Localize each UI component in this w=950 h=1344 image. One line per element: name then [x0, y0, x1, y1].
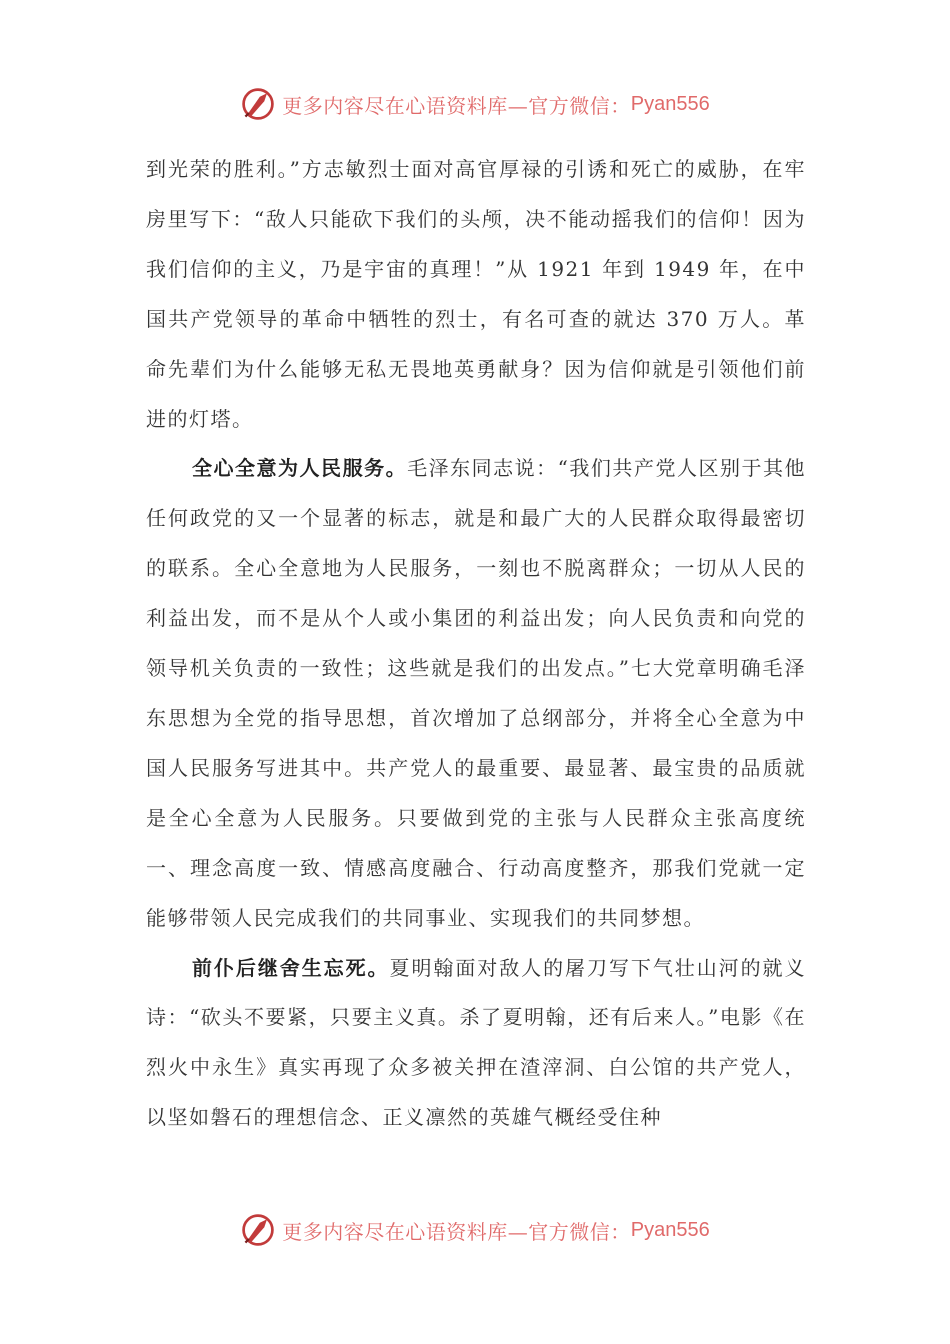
- paragraph-2-lead: 全心全意为人民服务。: [192, 456, 408, 481]
- footer-wechat-id: Pyan556: [630, 1218, 710, 1241]
- paragraph-1: [146, 145, 806, 444]
- paragraph-3: [146, 944, 806, 1144]
- pen-nib-logo-icon: [240, 1212, 276, 1248]
- paragraph-3-body: 夏明翰面对敌人的屠刀写下气壮山河的就义诗：“砍头不要紧，只要主义真。杀了夏明翰，还有后来人。”电影《在烈火中永生》真实再现了众多被关押在渣滓洞、白公馆的共产党人，以坚如磐石的理想信念、正义凛然的英雄气概经受住种: [146, 955, 806, 1130]
- paragraph-3-lead: 前仆后继舍生忘死。: [192, 955, 390, 980]
- footer-banner: [0, 1210, 950, 1250]
- paragraph-2-body: 毛泽东同志说：“我们共产党人区别于其他任何政党的又一个显著的标志，就是和最广大的人民群众取得最密切的联系。全心全意地为人民服务，一刻也不脱离群众；一切从人民的利益出发，而不是从个人或小集团的利益出发；向人民负责和向党的领导机关负责的一致性；这些就是我们的出发点。”七大党章明确毛泽东思想为全党的指导思想，首次增加了总纲部分，并将全心全意为中国人民服务写进其中。共产党人的最重要、最显著、最宝贵的品质就是全心全意为人民服务。只要做到党的主张与人民群众主张高度统一、理念高度一致、情感高度融合、行动高度整齐，那我们党就一定能够带领人民完成我们的共同事业、实现我们的共同梦想。: [146, 456, 807, 930]
- document-body: [146, 145, 806, 1143]
- header-banner: [0, 84, 950, 124]
- pen-nib-logo-icon: [240, 86, 276, 122]
- footer-banner-text: 更多内容尽在心语资料库—官方微信：: [282, 1219, 631, 1244]
- header-wechat-id: Pyan556: [630, 92, 710, 115]
- paragraph-2: [146, 444, 806, 943]
- header-banner-text: 更多内容尽在心语资料库—官方微信：: [282, 93, 631, 118]
- paragraph-1-body: 到光荣的胜利。”方志敏烈士面对高官厚禄的引诱和死亡的威胁，在牢房里写下：“敌人只能砍下我们的头颅，决不能动摇我们的信仰！因为我们信仰的主义，乃是宇宙的真理！”从 1921 年到 1949 年，在中国共产党领导的革命中牺牲的烈士，有名可查的就达 370 万人。革命先辈们为什么能够无私无畏地英勇献身？因为信仰就是引领他们前进的灯塔。: [146, 157, 806, 431]
